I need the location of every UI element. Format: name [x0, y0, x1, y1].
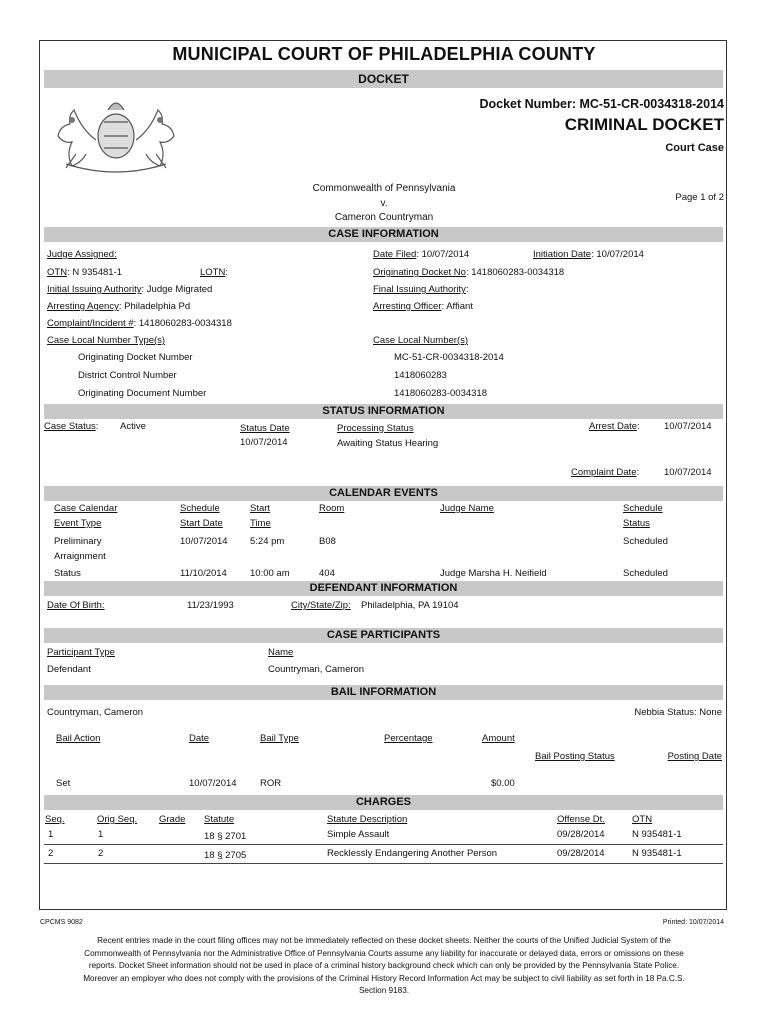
nebbia-status: Nebbia Status: None [634, 707, 722, 718]
charge-offense-dt: 09/28/2014 [557, 848, 605, 859]
initiation-date: Initiation Date: 10/07/2014 [533, 249, 644, 260]
charge-header-offense-dt: Offense Dt. [557, 814, 605, 825]
bail-header-amount: Amount [482, 733, 515, 744]
case-local-number: MC-51-CR-0034318-2014 [394, 352, 504, 363]
bail-heading: BAIL INFORMATION [44, 685, 723, 700]
status-date-label: Status Date [240, 423, 290, 434]
status-date-value: 10/07/2014 [240, 437, 288, 448]
caption-plaintiff: Commonwealth of Pennsylvania [312, 183, 456, 194]
cal-room: 404 [319, 568, 335, 579]
case-local-types-label: Case Local Number Type(s) [47, 335, 166, 346]
charge-description: Simple Assault [327, 829, 390, 840]
cal-status: Scheduled [623, 568, 668, 579]
complaint-date-value: 10/07/2014 [664, 467, 712, 478]
docket-type: CRIMINAL DOCKET [564, 115, 724, 134]
charge-statute: 18 § 2705 [204, 850, 247, 861]
bail-party: Countryman, Cameron [47, 707, 144, 718]
charge-row-divider [44, 863, 723, 864]
charge-header-description: Statute Description [327, 814, 408, 825]
court-title: MUNICIPAL COURT OF PHILADELPHIA COUNTY [172, 44, 596, 64]
participants-heading: CASE PARTICIPANTS [44, 628, 723, 643]
case-local-type: District Control Number [78, 370, 177, 381]
charge-orig-seq: 1 [98, 829, 104, 840]
bail-header-percentage: Percentage [384, 733, 433, 744]
participant-type-label: Participant Type [47, 647, 115, 658]
case-status-value: Active [120, 421, 146, 432]
bail-header-posting-date: Posting Date [667, 751, 722, 762]
charge-offense-dt: 09/28/2014 [557, 829, 605, 840]
cal-header-status: Schedule [623, 503, 663, 514]
complaint-date: Complaint Date: [571, 467, 640, 478]
charge-otn: N 935481-1 [632, 848, 682, 859]
bail-amount: $0.00 [491, 778, 515, 789]
charge-seq: 1 [48, 829, 54, 840]
charge-orig-seq: 2 [98, 848, 104, 859]
cal-header-schedule: Schedule [180, 503, 220, 514]
cal-date: 11/10/2014 [180, 568, 227, 579]
case-status: Case Status: [44, 421, 99, 432]
participant-type: Defendant [47, 664, 91, 675]
date-filed: Date Filed: 10/07/2014 [373, 249, 470, 260]
cal-header-start: Start [250, 503, 271, 514]
charges-heading: CHARGES [44, 795, 723, 810]
cal-header-event: Case Calendar [54, 503, 118, 514]
caption-versus: v. [380, 198, 388, 209]
cal-time: 10:00 am [250, 568, 290, 579]
dob-value: 11/23/1993 [187, 600, 234, 611]
bail-header-type: Bail Type [260, 733, 299, 744]
charge-header-seq: Seq. [45, 814, 65, 825]
bail-header-posting-status: Bail Posting Status [535, 751, 615, 762]
cal-status: Scheduled [623, 536, 668, 547]
charge-header-orig-seq: Orig Seq. [97, 814, 138, 825]
complaint-incident: Complaint/Incident #: 1418060283-0034318 [47, 318, 232, 329]
originating-docket-no: Originating Docket No: 1418060283-0034318 [373, 267, 565, 278]
judge-assigned: Judge Assigned: [47, 249, 117, 260]
lotn: LOTN: [200, 267, 228, 278]
otn: OTN: N 935481-1 [47, 267, 122, 278]
cal-header-room: Room [319, 503, 345, 514]
cal-event: Arraignment [54, 551, 106, 562]
bail-action: Set [56, 778, 71, 789]
case-info-heading: CASE INFORMATION [44, 227, 723, 242]
cal-header-schedule: Start Date [180, 518, 223, 529]
initial-issuing-authority: Initial Issuing Authority: Judge Migrated [47, 284, 213, 295]
final-issuing-authority: Final Issuing Authority: [373, 284, 469, 295]
bail-header-date: Date [189, 733, 210, 744]
docket-number: Docket Number: MC-51-CR-0034318-2014 [479, 97, 724, 111]
bail-header-action: Bail Action [56, 733, 101, 744]
cal-time: 5:24 pm [250, 536, 285, 547]
participant-name-label: Name [268, 647, 294, 658]
form-id: CPCMS 9082 [40, 919, 83, 926]
arresting-officer: Arresting Officer: Affiant [373, 301, 473, 312]
calendar-heading: CALENDAR EVENTS [44, 486, 723, 501]
cal-date: 10/07/2014 [180, 536, 228, 547]
caption-defendant: Cameron Countryman [334, 212, 434, 223]
city-label: City/State/Zip: [291, 600, 351, 611]
case-local-type: Originating Document Number [78, 388, 207, 399]
processing-status-label: Processing Status [337, 423, 414, 434]
cal-event: Status [54, 568, 81, 579]
participant-name: Countryman, Cameron [268, 664, 365, 675]
processing-status-value: Awaiting Status Hearing [337, 438, 439, 449]
cal-room: B08 [319, 536, 336, 547]
case-local-numbers-label: Case Local Number(s) [373, 335, 469, 346]
case-local-type: Originating Docket Number [78, 352, 193, 363]
case-kind: Court Case [665, 142, 724, 154]
arrest-date: Arrest Date: [589, 421, 640, 432]
charge-seq: 2 [48, 848, 54, 859]
cal-header-status: Status [623, 518, 650, 529]
dob-label: Date Of Birth: [47, 600, 105, 611]
cal-header-start: Time [250, 518, 271, 529]
docket-bar: DOCKET [44, 70, 723, 88]
bail-type: ROR [260, 778, 282, 789]
city-value: Philadelphia, PA 19104 [361, 600, 459, 611]
bail-date: 10/07/2014 [189, 778, 237, 789]
disclaimer: Recent entries made in the court filing offices may not be immediately reflected on these docket sheets. Neither the courts of the Unified Judicial System of the Commonwealth of Pennsylvania nor the Administrative Office of Pennsylvania Courts assume any liability for inaccurate or delayed data, errors or omissions on these reports. Docket Sheet information should not be used in place of a criminal history background check which can only be provided by the Pennsylvania State Police. Moreover an employer who does not comply with the provisions of the Criminal History Record Information Act may be subject to civil liability as set forth in 18 Pa.C.S. Section 9183. [83, 936, 685, 995]
charge-description: Recklessly Endangering Another Person [327, 848, 498, 859]
page-number: Page 1 of 2 [675, 192, 724, 203]
charge-statute: 18 § 2701 [204, 831, 247, 842]
charge-header-otn: OTN [632, 814, 653, 825]
cal-header-judge: Judge Name [440, 503, 494, 514]
arrest-date-value: 10/07/2014 [664, 421, 712, 432]
cal-header-event: Event Type [54, 518, 102, 529]
status-info-heading: STATUS INFORMATION [44, 404, 723, 419]
charge-header-statute: Statute [204, 814, 235, 825]
defendant-heading: DEFENDANT INFORMATION [44, 581, 723, 596]
cal-judge: Judge Marsha H. Neifield [440, 568, 547, 579]
printed-date: Printed: 10/07/2014 [662, 919, 724, 926]
case-local-number: 1418060283 [394, 370, 447, 381]
charge-otn: N 935481-1 [632, 829, 682, 840]
cal-event: Preliminary [54, 536, 102, 547]
charge-row-divider [44, 844, 723, 845]
charge-header-grade: Grade [159, 814, 186, 825]
pennsylvania-seal-icon [46, 92, 186, 176]
arresting-agency: Arresting Agency: Philadelphia Pd [47, 301, 191, 312]
case-local-number: 1418060283-0034318 [394, 388, 487, 399]
